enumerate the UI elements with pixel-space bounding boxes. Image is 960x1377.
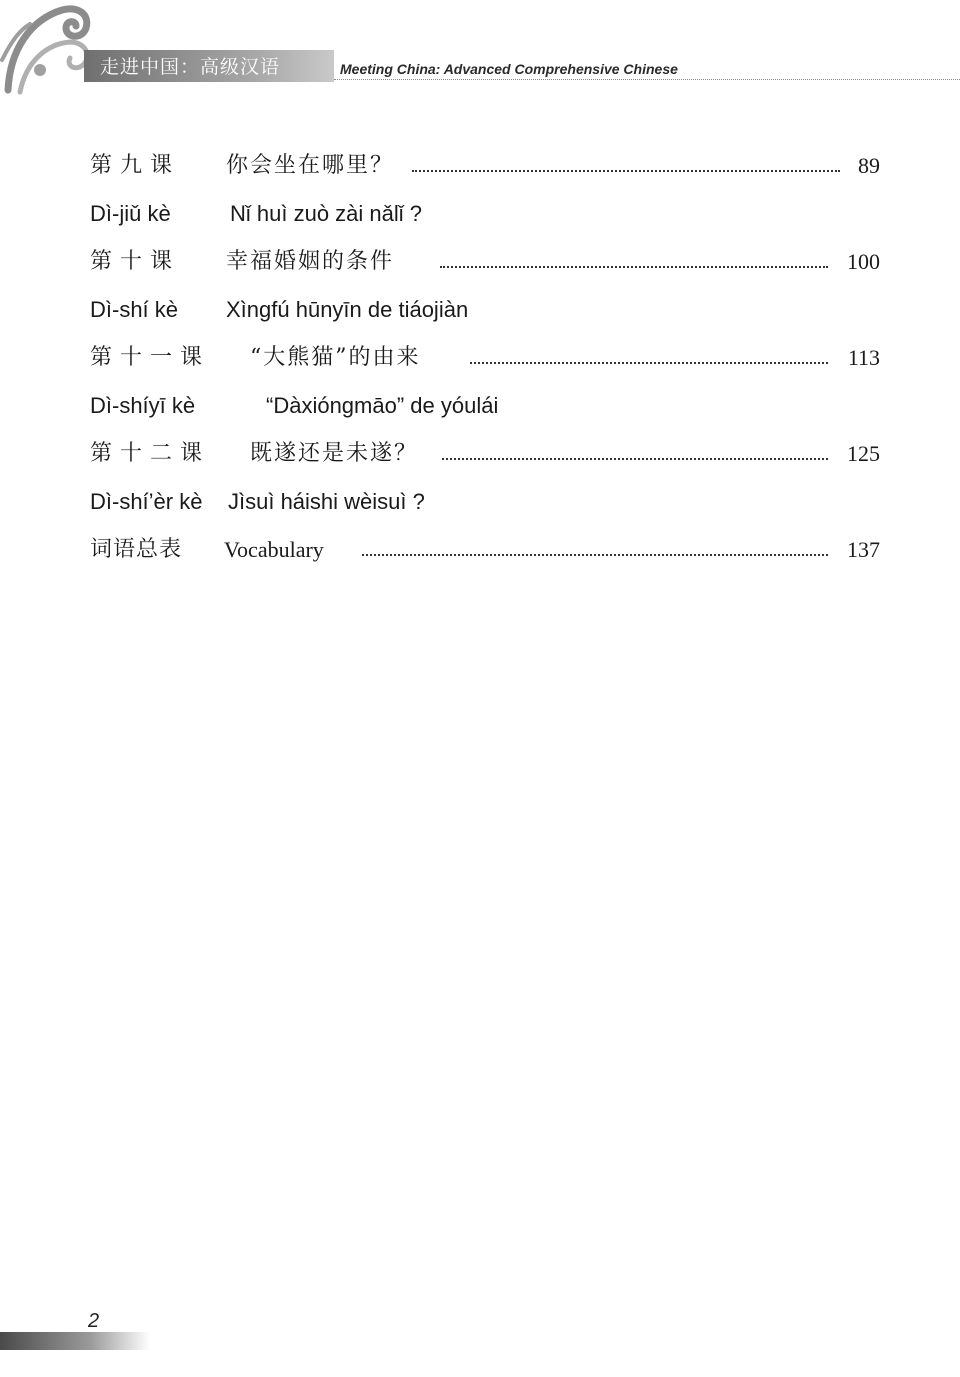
page-number: 137 [847,537,880,562]
toc-entry-vocabulary[interactable] [90,524,890,572]
toc-entry-lesson-11[interactable] [90,332,890,380]
dot-leader [440,266,828,268]
dot-leader [412,170,840,172]
lesson-number: 第十一课 [90,345,211,370]
dot-leader [470,362,828,364]
vocabulary-label-chinese: 词语总表 [90,537,183,562]
page-number: 89 [858,153,880,178]
book-title-chinese: 走进中国：高级汉语 [100,56,281,78]
lesson-number-pinyin: Dì-jiǔ kè [90,201,171,226]
toc-pinyin-lesson-10 [90,284,890,332]
lesson-number-pinyin: Dì-shí’èr kè [90,489,203,514]
toc-entry-lesson-10[interactable] [90,236,890,284]
lesson-number: 第十二课 [90,441,211,466]
lesson-title: 你会坐在哪里？ [226,153,395,178]
page-number: 113 [847,345,880,370]
page-number: 100 [847,249,880,274]
lesson-number: 第九课 [90,153,181,178]
dot-leader [442,458,828,460]
toc-entry-lesson-12[interactable] [90,428,890,476]
toc-pinyin-lesson-11 [90,380,890,428]
lesson-title: 幸福婚姻的条件 [226,249,395,274]
lesson-title-pinyin: Nǐ huì zuò zài nǎlǐ ? [230,201,422,226]
toc-pinyin-lesson-9 [90,188,890,236]
lesson-title-pinyin: “Dàxióngmāo” de yóulái [266,393,499,418]
toc-pinyin-lesson-12 [90,476,890,524]
lesson-number-pinyin: Dì-shí kè [90,297,179,322]
lesson-number: 第十课 [90,249,181,274]
footer-gradient-band [0,1332,150,1350]
decorative-scroll-ornament [0,0,110,98]
lesson-number-pinyin: Dì-shíyī kè [90,393,196,418]
toc-entry-lesson-9[interactable] [90,140,890,188]
dot-leader [362,554,828,556]
lesson-title-pinyin: Jìsuì háishi wèisuì ? [228,489,425,514]
page-folio-number: 2 [88,1310,100,1332]
lesson-title: 既遂还是未遂？ [250,441,419,466]
page-header [0,0,960,100]
lesson-title-pinyin: Xìngfú hūnyīn de tiáojiàn [226,297,469,322]
table-of-contents [90,140,890,572]
vocabulary-label-english: Vocabulary [224,537,324,562]
book-title-english: Meeting China: Advanced Comprehensive Chinese [340,61,678,77]
lesson-title: “大熊猫”的由来 [250,345,421,370]
page-number: 125 [847,441,880,466]
header-dotted-rule [334,79,960,80]
